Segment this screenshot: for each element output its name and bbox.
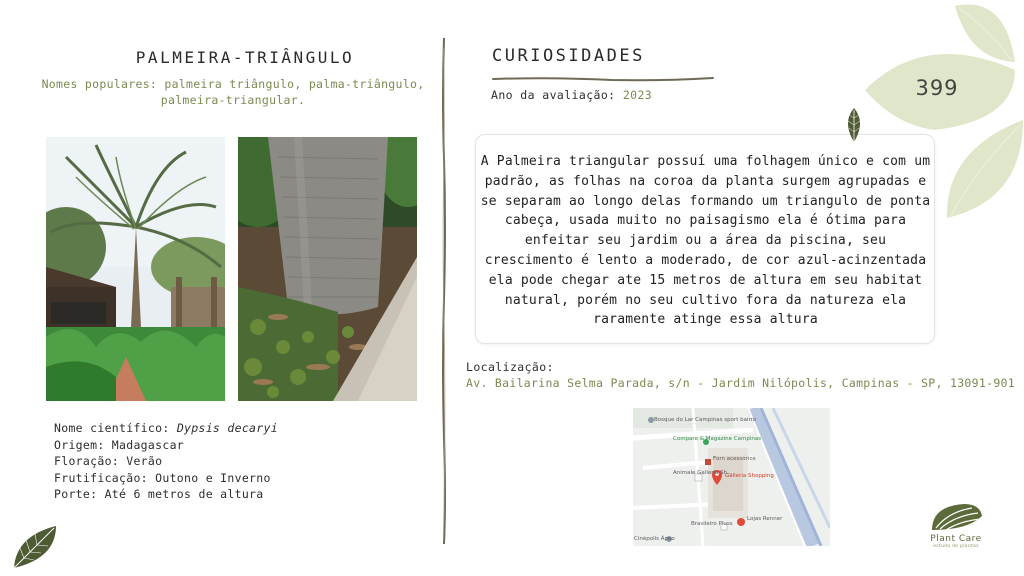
plant-title: PALMEIRA-TRIÂNGULO: [135, 48, 355, 67]
map-label-animale: Animale Galleria Sh...: [673, 470, 733, 476]
location-map[interactable]: [633, 408, 830, 546]
leaves-decoration-icon: [855, 0, 1024, 229]
page-number: 399: [915, 76, 959, 100]
map-label-cinepolis: Cinépolis Ápeo: [634, 536, 675, 542]
fruiting-row: Frutificação: Outono e Inverno: [54, 470, 271, 485]
map-label-bosque: Bosque do Lar Campinas sport bairro: [654, 417, 757, 423]
evaluation-year: [491, 88, 652, 102]
scientific-name-value: Dypsis decaryi: [176, 421, 278, 435]
scientific-name-label: Nome científico:: [54, 421, 177, 435]
popular-names: Nomes populares: palmeira triângulo, palma-triângulo, palmeira-triangular.: [41, 77, 425, 107]
title-underline: [492, 68, 714, 87]
column-divider: [441, 38, 447, 544]
map-label-compare: Compare & Magazine Campinas: [673, 436, 762, 442]
palm-trunk-photo: [238, 137, 417, 401]
brand-logo-icon: [928, 500, 984, 538]
year-value: 2023: [622, 88, 653, 102]
map-label-forn: Forn acessórios: [713, 456, 756, 462]
location-address[interactable]: Av. Bailarina Selma Parada, s/n - Jardim Nilópolis, Campinas - SP, 13091-901: [466, 376, 1015, 390]
brand-name: Plant Care: [930, 534, 982, 544]
map-label-galleria: Galleria Shopping: [725, 473, 774, 479]
leaf-bottom-left-icon: [10, 522, 62, 576]
location-label: Localização:: [466, 360, 554, 374]
size-row: Porte: Até 6 metros de altura: [54, 487, 264, 501]
small-leaf-icon: [842, 106, 866, 150]
map-label-renner: Lojas Renner: [747, 516, 783, 522]
curiosities-title: CURIOSIDADES: [492, 46, 645, 66]
description-text: A Palmeira triangular possuí uma folhagem único e com um padrão, as folhas na coroa da planta surgem agrupadas e se separam ao longo delas formando um triangulo de ponta cabeça, usada muito no paisagismo ela é ótima para enfeitar seu jardim ou a área da piscina, seu crescimento é lento a moderado, de cor azul-acinzentada ela pode chegar ate 15 metros de altura em seu habitat natural, porém no seu cultivo fora da natureza ela raramente atinge essa altura: [480, 154, 931, 328]
palm-tree-photo: [46, 137, 225, 401]
plant-facts: [54, 420, 278, 503]
year-label: Ano da avaliação:: [491, 88, 623, 102]
flowering-row: Floração: Verão: [54, 454, 163, 468]
brand-tagline: estudo de plantas: [933, 544, 979, 549]
scientific-name-row: [54, 420, 278, 437]
origin-row: Origem: Madagascar: [54, 437, 185, 452]
map-label-brasileiro: Brasileiro Pluss: [691, 521, 733, 527]
